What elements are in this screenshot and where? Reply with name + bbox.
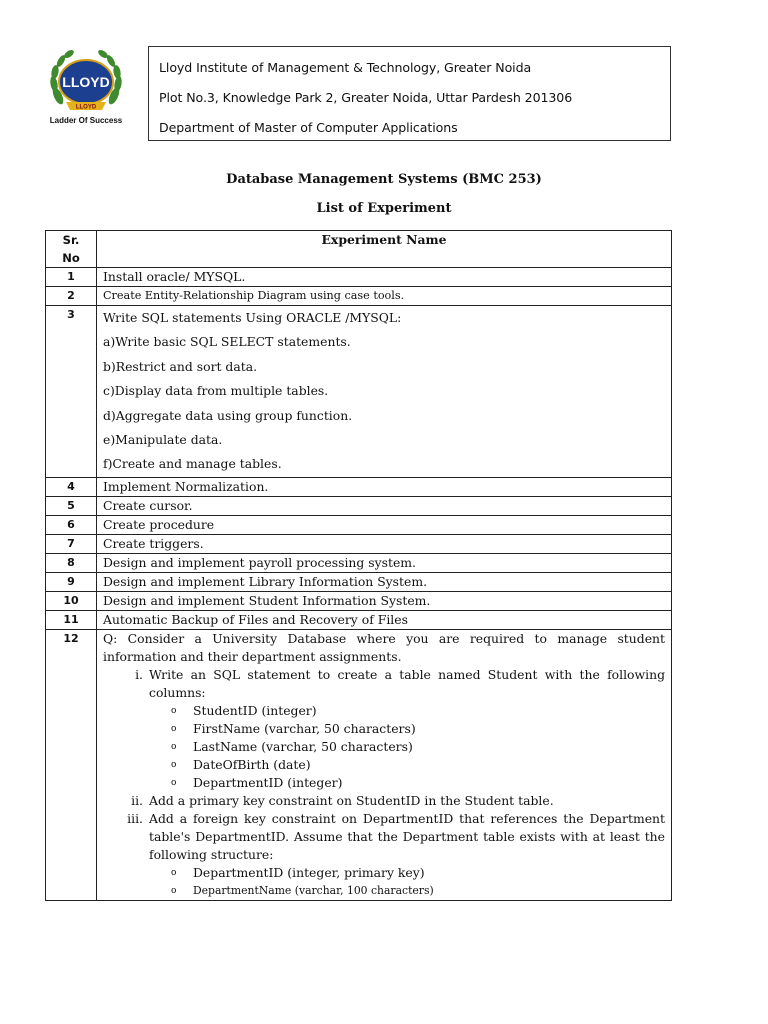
bullet-item [103,738,665,756]
row-sr: 5 [46,496,97,515]
step-text: Add a primary key constraint on StudentID in the Student table. [149,792,554,808]
logo-text: LLOYD [62,74,110,90]
row-sr: 11 [46,610,97,629]
bullet-marker: o [171,705,177,716]
bullet-marker: o [171,759,177,770]
row-name: Install oracle/ MYSQL. [97,268,672,287]
row-sr: 8 [46,553,97,572]
row-sr: 3 [46,306,97,478]
row-name: Create procedure [97,515,672,534]
table-row [46,496,672,515]
sub-item: d)Aggregate data using group function. [103,407,353,423]
bullet-marker: o [171,741,177,752]
row-sr: 10 [46,591,97,610]
bullet-item [103,702,665,720]
row-sr: 4 [46,477,97,496]
sub-item: c)Display data from multiple tables. [103,383,329,399]
institute-address: Plot No.3, Knowledge Park 2, Greater Noida, Uttar Pardesh 201306 [159,90,573,105]
row-name [97,306,672,478]
bullet-text: DepartmentID (integer, primary key) [193,864,425,880]
step-number: iii. [127,810,143,826]
question-step [103,792,665,810]
row-sr: 12 [46,629,97,900]
sub-item: b)Restrict and sort data. [103,358,258,374]
document-title: Database Management Systems (BMC 253) [226,172,542,187]
institute-info-box [148,46,671,141]
row-name: Design and implement payroll processing system. [97,553,672,572]
department-name: Department of Master of Computer Applications [159,120,458,135]
table-row [46,572,672,591]
table-row [46,306,672,478]
row-sr: 1 [46,268,97,287]
bullet-marker: o [171,885,177,896]
bullet-text: LastName (varchar, 50 characters) [193,738,413,754]
question-text: Q: Consider a University Database where you are required to manage student information and their department assignments. [103,630,665,664]
bullet-item [103,882,665,900]
bullet-item [103,774,665,792]
institute-name: Lloyd Institute of Management & Technology, Greater Noida [159,60,532,75]
table-row [46,629,672,900]
table-row [46,591,672,610]
bullet-marker: o [171,723,177,734]
table-row [46,610,672,629]
document-subtitle: List of Experiment [316,201,452,216]
row-name: Create triggers. [97,534,672,553]
step-number: ii. [131,792,143,808]
table-row [46,287,672,306]
row-sr: 2 [46,287,97,306]
row-sr: 6 [46,515,97,534]
row-name: Design and implement Student Information System. [97,591,672,610]
bullet-item [103,864,665,882]
logo-tagline: Ladder Of Success [49,116,123,125]
logo-ribbon-text: LLOYD [75,104,97,111]
bullet-text: DepartmentName (varchar, 100 characters) [193,883,434,897]
table-row [46,268,672,287]
bullet-text: FirstName (varchar, 50 characters) [193,720,416,736]
question-step [103,666,665,702]
row-name: Create cursor. [97,496,672,515]
step-text: Add a foreign key constraint on DepartmentID that references the Department table's DepartmentID. Assume that the Department table exists with at least the following structure: [149,810,665,862]
table-row [46,515,672,534]
bullet-marker: o [171,867,177,878]
table-row [46,553,672,572]
step-number: i. [135,666,143,682]
row-sr: 7 [46,534,97,553]
bullet-marker: o [171,777,177,788]
sub-item: a)Write basic SQL SELECT statements. [103,334,351,350]
row-question [97,629,672,900]
table-row [46,534,672,553]
bullet-text: DateOfBirth (date) [193,756,311,772]
experiment-table [45,230,672,901]
row-name: Design and implement Library Information System. [97,572,672,591]
row-name: Implement Normalization. [97,477,672,496]
row-sr: 9 [46,572,97,591]
bullet-text: DepartmentID (integer) [193,774,343,790]
bullet-item [103,756,665,774]
table-row [46,477,672,496]
column-header-name: Experiment Name [97,231,672,268]
column-header-sr: Sr. No [46,231,97,268]
table-header-row [46,231,672,268]
sub-item: f)Create and manage tables. [103,456,282,472]
bullet-text: StudentID (integer) [193,702,317,718]
row-name-heading: Write SQL statements Using ORACLE /MYSQL: [103,310,402,325]
step-text: Write an SQL statement to create a table named Student with the following columns: [149,666,665,700]
row-name: Create Entity-Relationship Diagram using case tools. [97,287,672,306]
question-step [103,810,665,864]
bullet-item [103,720,665,738]
row-name: Automatic Backup of Files and Recovery of Files [97,610,672,629]
sub-item: e)Manipulate data. [103,432,223,448]
